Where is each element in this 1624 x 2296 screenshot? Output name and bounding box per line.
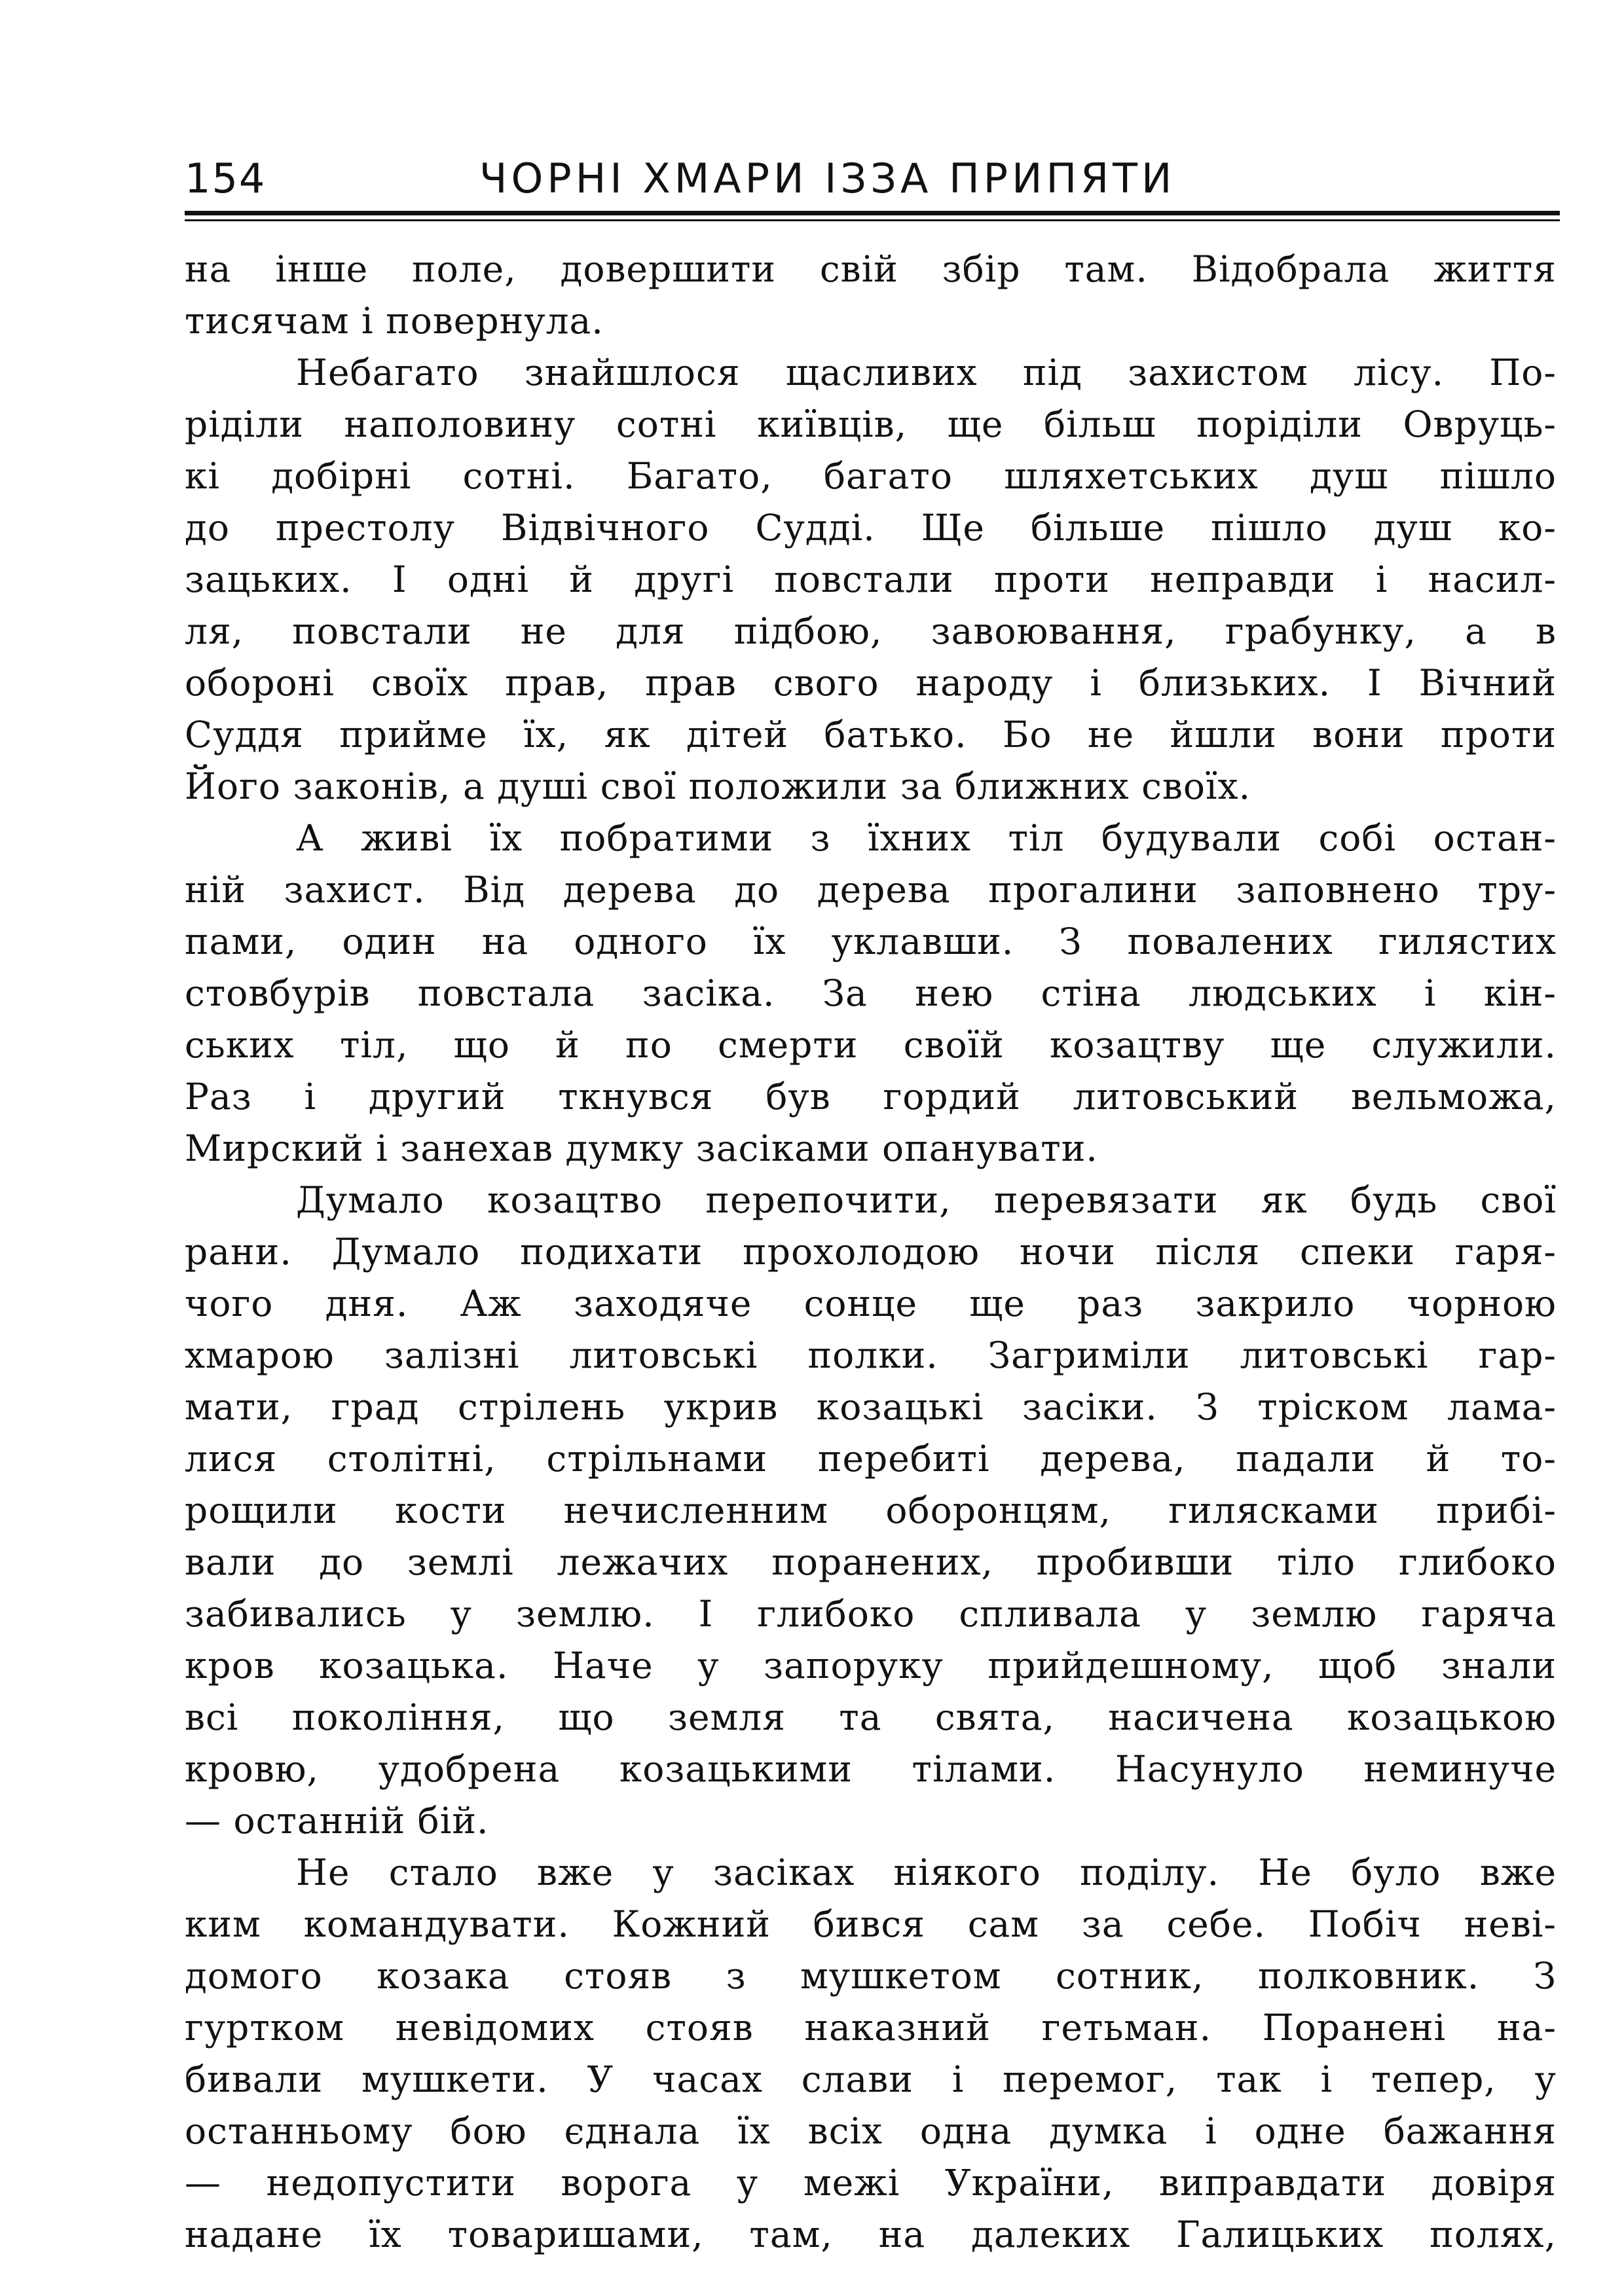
text-line: ських тіл, що й по смерти своїй козацтву ще служили.: [185, 1024, 1557, 1066]
text-line: Його законів, а душі свої положили за ближних своїх.: [185, 765, 1251, 807]
text-line: Мирский і занехав думку засіками опанувати.: [185, 1127, 1098, 1169]
text-line: всі покоління, що земля та свята, насичена козацькою: [185, 1696, 1557, 1738]
text-line: домого козака стояв з мушкетом сотник, полковник. З: [185, 1955, 1557, 1997]
header-rule-thin: [185, 219, 1560, 221]
text-line: на інше поле, довершити свій збір там. Відобрала життя: [185, 248, 1557, 290]
text-line: надане їх товаришами, там, на далеких Галицьких полях,: [185, 2214, 1557, 2255]
running-title: ЧОРНІ ХМАРИ ІЗЗА ПРИПЯТИ: [479, 155, 1176, 202]
text-line: А живі їх побратими з їхних тіл будували собі остан-: [296, 817, 1557, 859]
page-header: [185, 149, 1560, 208]
text-line: кров козацька. Наче у запоруку прийдешному, щоб знали: [185, 1645, 1557, 1686]
header-rule-thick: [185, 211, 1560, 215]
text-line: Думало козацтво перепочити, перевязати як будь свої: [296, 1179, 1557, 1221]
text-line: лися столітні, стрільнами перебиті дерева, падали й то-: [185, 1438, 1557, 1480]
text-line: гуртком невідомих стояв наказний гетьман. Поранені на-: [185, 2007, 1557, 2049]
text-line: Раз і другий ткнувся був гордий литовський вельможа,: [185, 1076, 1557, 1118]
text-line: хмарою залізні литовські полки. Загриміли литовські гар-: [185, 1334, 1557, 1376]
text-line: ріділи наполовину сотні київців, ще більш поріділи Овруць-: [185, 403, 1557, 445]
text-line: Не стало вже у засіках ніякого поділу. Не було вже: [296, 1851, 1557, 1893]
text-line: до престолу Відвічного Судді. Ще більше пішло душ ко-: [185, 507, 1557, 549]
text-line: забивались у землю. І глибоко спливала у землю гаряча: [185, 1593, 1557, 1635]
text-line: ній захист. Від дерева до дерева прогалини заповнено тру-: [185, 869, 1557, 911]
text-line: стовбурів повстала засіка. За нею стіна людських і кін-: [185, 972, 1557, 1014]
text-line: останньому бою єднала їх всіх одна думка і одне бажання: [185, 2110, 1557, 2152]
body-text: [185, 244, 1557, 2261]
text-line: бивали мушкети. У часах слави і перемог, так і тепер, у: [185, 2058, 1557, 2100]
text-line: Суддя прийме їх, як дітей батько. Бо не йшли вони проти: [185, 714, 1557, 756]
text-line: обороні своїх прав, прав свого народу і близьких. І Вічний: [185, 662, 1557, 704]
text-line: вали до землі лежачих поранених, пробивши тіло глибоко: [185, 1541, 1557, 1583]
text-line: кровю, удобрена козацькими тілами. Насунуло неминуче: [185, 1748, 1557, 1790]
text-line: рани. Думало подихати прохолодою ночи після спеки гаря-: [185, 1231, 1557, 1273]
text-line: тисячам і повернула.: [185, 300, 604, 342]
text-line: рощили кости нечисленним оборонцям, гилясками прибі-: [185, 1489, 1557, 1531]
text-line: мати, град стрілень укрив козацькі засіки. З тріском лама-: [185, 1386, 1557, 1428]
text-line: Небагато знайшлося щасливих під захистом лісу. По-: [296, 352, 1557, 393]
text-line: зацьких. І одні й другі повстали проти неправди і насил-: [185, 558, 1557, 600]
text-line: чого дня. Аж заходяче сонце ще раз закрило чорною: [185, 1283, 1557, 1324]
text-line: — недопустити ворога у межі України, виправдати довіря: [185, 2162, 1557, 2204]
text-line: ким командувати. Кожний бився сам за себе. Побіч неві-: [185, 1903, 1557, 1945]
text-line: кі добірні сотні. Багато, багато шляхетських душ пішло: [185, 455, 1557, 497]
page-number: 154: [185, 155, 267, 202]
text-line: ля, повстали не для підбою, завоювання, грабунку, а в: [185, 610, 1557, 652]
text-line: — останній бій.: [185, 1800, 489, 1842]
text-line: пами, один на одного їх уклавши. З повалених гилястих: [185, 920, 1557, 962]
